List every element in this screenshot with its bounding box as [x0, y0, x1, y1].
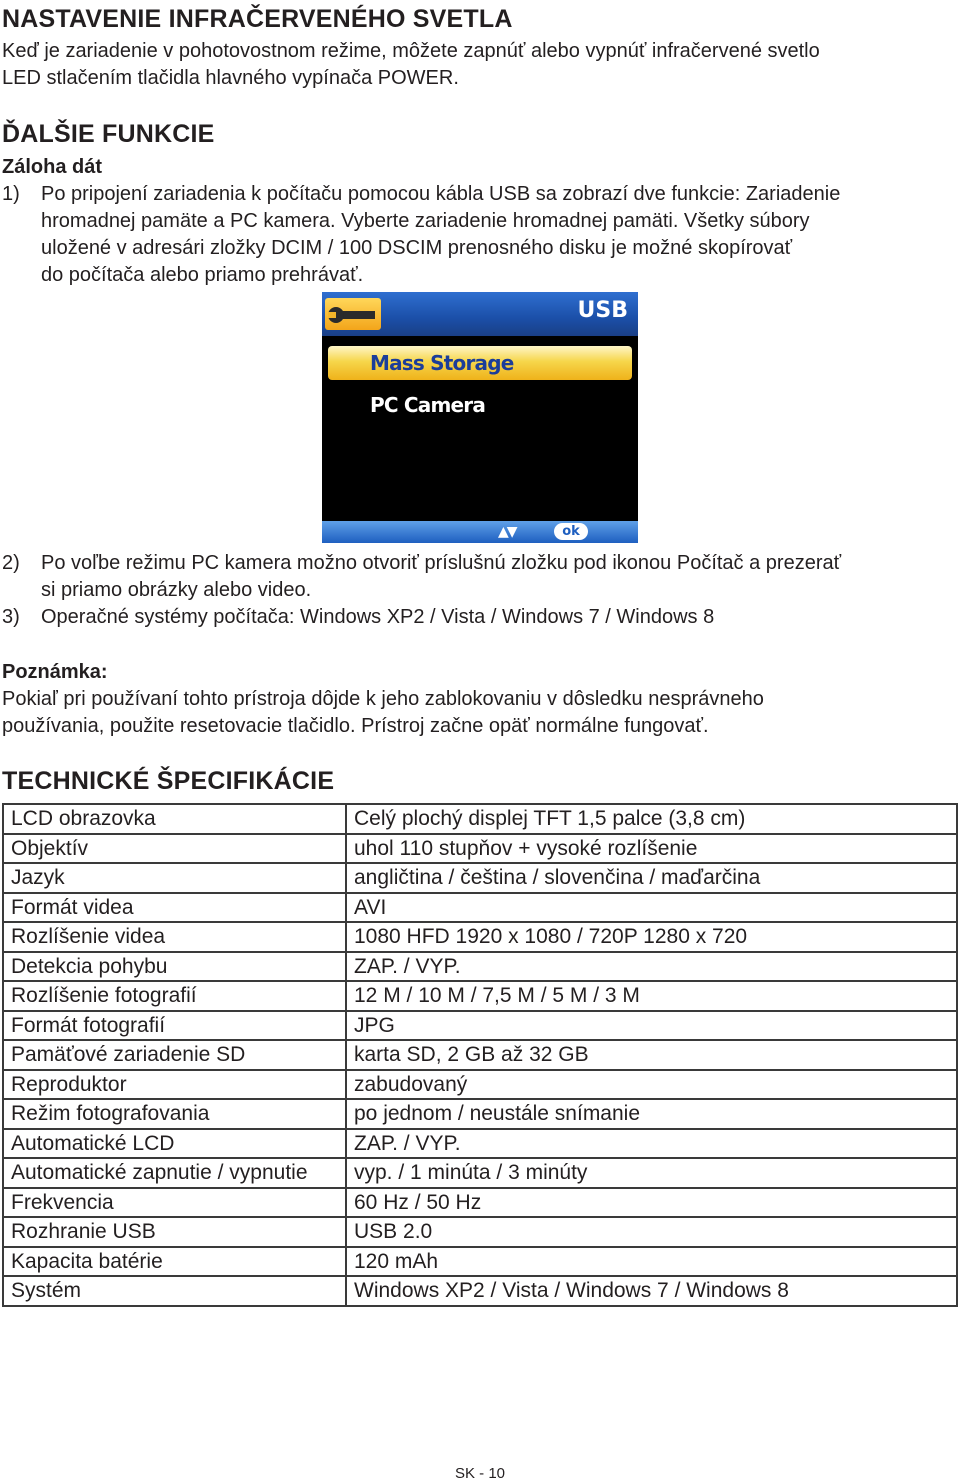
note-line-2: používania, použite resetovacie tlačidlo. Prístroj začne opäť normálne fungovať.	[2, 715, 709, 737]
table-row	[3, 1040, 957, 1070]
spec-value-cell: AVI	[346, 893, 957, 923]
table-row	[3, 922, 957, 952]
menu-item-mass-storage[interactable]	[328, 346, 632, 380]
spec-name-cell: Objektív	[3, 834, 346, 864]
spec-name-cell: Reproduktor	[3, 1070, 346, 1100]
spec-value-cell: 60 Hz / 50 Hz	[346, 1188, 957, 1218]
spec-name-cell: Formát videa	[3, 893, 346, 923]
spec-value-cell: karta SD, 2 GB až 32 GB	[346, 1040, 957, 1070]
section-title-ir: NASTAVENIE INFRAČERVENÉHO SVETLA	[2, 5, 513, 33]
table-row	[3, 893, 957, 923]
spec-table	[2, 803, 958, 1307]
list-item-line: hromadnej pamäte a PC kamera. Vyberte zariadenie hromadnej pamäti. Všetky súbory	[41, 210, 810, 232]
list-number: 1)	[2, 183, 20, 205]
table-row	[3, 1276, 957, 1306]
up-down-arrows-icon: ▲▼	[498, 524, 516, 540]
spec-name-cell: Automatické zapnutie / vypnutie	[3, 1158, 346, 1188]
section-subtitle: Záloha dát	[2, 156, 103, 178]
note-title: Poznámka:	[2, 661, 108, 683]
spec-name-cell: Detekcia pohybu	[3, 952, 346, 982]
spec-value-cell: USB 2.0	[346, 1217, 957, 1247]
spec-name-cell: Rozlíšenie videa	[3, 922, 346, 952]
menu-item-pc-camera[interactable]: PC Camera	[370, 393, 486, 417]
spec-value-cell: ZAP. / VYP.	[346, 952, 957, 982]
spec-name-cell: Formát fotografií	[3, 1011, 346, 1041]
spec-name-cell: Jazyk	[3, 863, 346, 893]
table-row	[3, 1070, 957, 1100]
wrench-icon	[325, 298, 381, 330]
table-row	[3, 1158, 957, 1188]
list-item-line: Operačné systémy počítača: Windows XP2 / Vista / Windows 7 / Windows 8	[41, 606, 715, 628]
spec-value-cell: 12 M / 10 M / 7,5 M / 5 M / 3 M	[346, 981, 957, 1011]
screen-header	[322, 292, 638, 336]
spec-name-cell: Pamäťové zariadenie SD	[3, 1040, 346, 1070]
spec-name-cell: Rozlíšenie fotografií	[3, 981, 346, 1011]
spec-value-cell: vyp. / 1 minúta / 3 minúty	[346, 1158, 957, 1188]
section-title-more: ĎALŠIE FUNKCIE	[2, 120, 215, 148]
spec-value-cell: angličtina / čeština / slovenčina / maďarčina	[346, 863, 957, 893]
spec-value-cell: Windows XP2 / Vista / Windows 7 / Windows 8	[346, 1276, 957, 1306]
ok-button[interactable]: ok	[554, 523, 588, 540]
spec-value-cell: JPG	[346, 1011, 957, 1041]
list-item-line: si priamo obrázky alebo video.	[41, 579, 312, 601]
table-row	[3, 1247, 957, 1277]
spec-name-cell: Systém	[3, 1276, 346, 1306]
spec-value-cell: ZAP. / VYP.	[346, 1129, 957, 1159]
ir-text-line-1: Keď je zariadenie v pohotovostnom režime, môžete zapnúť alebo vypnúť infračervené svetlo	[2, 40, 820, 62]
list-item-line: do počítača alebo priamo prehrávať.	[41, 264, 364, 286]
ir-text	[2, 38, 952, 92]
spec-value-cell: 120 mAh	[346, 1247, 957, 1277]
spec-name-cell: Kapacita batérie	[3, 1247, 346, 1277]
table-row	[3, 804, 957, 834]
table-row	[3, 1217, 957, 1247]
table-row	[3, 834, 957, 864]
spec-value-cell: zabudovaný	[346, 1070, 957, 1100]
spec-name-cell: Frekvencia	[3, 1188, 346, 1218]
spec-value-cell: 1080 HFD 1920 x 1080 / 720P 1280 x 720	[346, 922, 957, 952]
note-text	[2, 686, 952, 740]
list-number: 3)	[2, 606, 20, 628]
table-row	[3, 863, 957, 893]
table-row	[3, 952, 957, 982]
spec-name-cell: Automatické LCD	[3, 1129, 346, 1159]
screen-footer	[322, 521, 638, 543]
spec-value-cell: Celý plochý displej TFT 1,5 palce (3,8 cm)	[346, 804, 957, 834]
spec-name-cell: Rozhranie USB	[3, 1217, 346, 1247]
list-number: 2)	[2, 552, 20, 574]
table-row	[3, 1099, 957, 1129]
table-row	[3, 1011, 957, 1041]
list-item-line: Po pripojení zariadenia k počítaču pomocou kábla USB sa zobrazí dve funkcie: Zariadenie	[41, 183, 841, 205]
spec-value-cell: po jednom / neustále snímanie	[346, 1099, 957, 1129]
spec-value-cell: uhol 110 stupňov + vysoké rozlíšenie	[346, 834, 957, 864]
page-number: SK - 10	[454, 1465, 506, 1482]
spec-name-cell: Režim fotografovania	[3, 1099, 346, 1129]
usb-label: USB	[577, 298, 628, 323]
menu-item-label: Mass Storage	[370, 351, 514, 375]
spec-name-cell: LCD obrazovka	[3, 804, 346, 834]
list-item-line: uložené v adresári zložky DCIM / 100 DSCIM prenosného disku je možné skopírovať	[41, 237, 793, 259]
table-row	[3, 981, 957, 1011]
ir-text-line-2: LED stlačením tlačidla hlavného vypínača POWER.	[2, 67, 459, 89]
table-row	[3, 1129, 957, 1159]
section-title-specs: TECHNICKÉ ŠPECIFIKÁCIE	[2, 767, 335, 795]
table-row	[3, 1188, 957, 1218]
list-item-line: Po voľbe režimu PC kamera možno otvoriť príslušnú zložku pod ikonou Počítač a prezerať	[41, 552, 842, 574]
note-line-1: Pokiaľ pri používaní tohto prístroja dôjde k jeho zablokovaniu v dôsledku nesprávneho	[2, 688, 764, 710]
usb-mode-screen	[322, 292, 638, 543]
